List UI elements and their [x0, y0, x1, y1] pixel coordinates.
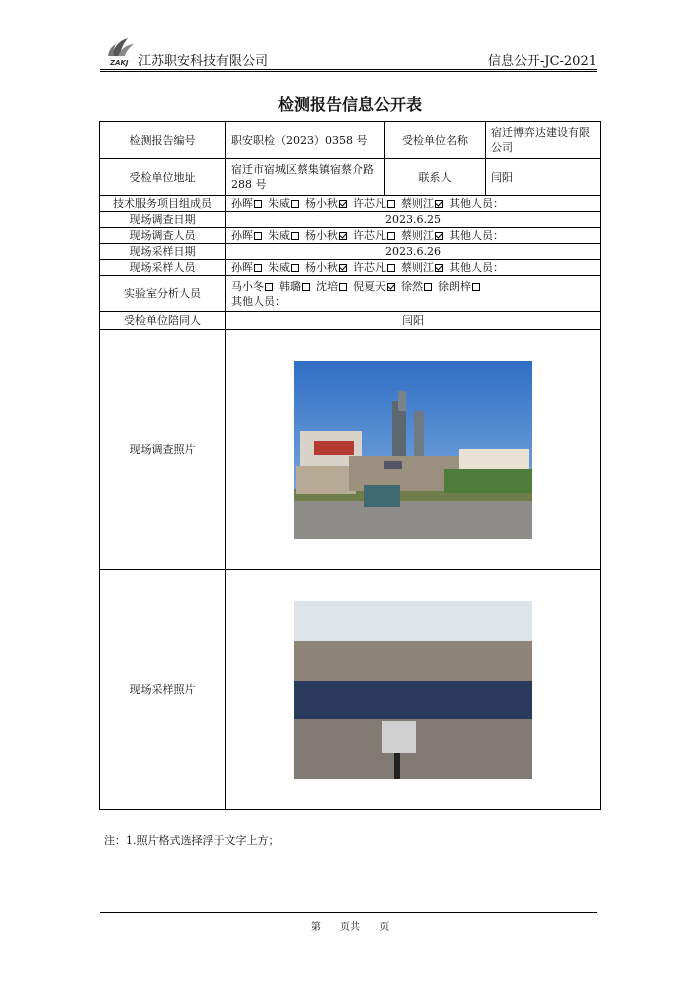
survey-photo-image: [294, 361, 532, 539]
staff-entry: [305, 260, 349, 275]
page-header: [100, 36, 597, 70]
table-row: [100, 212, 601, 228]
table-row: [100, 196, 601, 212]
checkbox-icon[interactable]: [254, 264, 262, 272]
staff-name: 蔡则江: [401, 197, 434, 210]
team-label: 技术服务项目组成员: [100, 196, 226, 212]
lab-staff-label: 实验室分析人员: [100, 276, 226, 312]
staff-entry: [353, 279, 397, 294]
staff-name: 孙晖: [231, 229, 253, 242]
page-title: 检测报告信息公开表: [277, 95, 422, 114]
staff-entry: [401, 196, 445, 211]
lab-other-staff: 其他人员：: [231, 294, 286, 308]
table-row: [100, 122, 601, 159]
header-divider: [100, 69, 597, 70]
staff-entry: [401, 260, 445, 275]
table-row: [100, 228, 601, 244]
staff-name: 马小冬: [231, 279, 264, 293]
checkbox-icon[interactable]: [291, 200, 299, 208]
staff-name: 杨小秋: [305, 229, 338, 242]
staff-name: 徐朗梓: [438, 279, 471, 293]
note: 注：1.照片格式选择浮于文字上方；: [104, 834, 280, 847]
other-staff: 其他人员：: [449, 261, 504, 274]
survey-date-label: 现场调查日期: [100, 212, 226, 228]
checkbox-icon[interactable]: [339, 232, 347, 240]
checkbox-icon[interactable]: [435, 232, 443, 240]
staff-entry: [353, 196, 397, 211]
checkbox-icon[interactable]: [387, 232, 395, 240]
company-name: 江苏职安科技有限公司: [138, 54, 269, 69]
sample-staff: [226, 260, 601, 276]
staff-entry: [268, 260, 301, 275]
report-no-value: 职安职检（2023）0358 号: [226, 122, 385, 159]
staff-entry: [305, 196, 349, 211]
staff-entry: [401, 228, 445, 243]
other-staff: 其他人员：: [449, 197, 504, 210]
table-row: [100, 244, 601, 260]
table-row: [100, 276, 601, 312]
staff-name: 蔡则江: [401, 229, 434, 242]
survey-photo-label: 现场调查照片: [100, 330, 226, 570]
checkbox-icon[interactable]: [435, 200, 443, 208]
sample-photo-image: [294, 601, 532, 779]
staff-name: 朱威: [268, 197, 290, 210]
escort-label: 受检单位陪同人: [100, 312, 226, 330]
staff-entry: [353, 228, 397, 243]
team-members: [226, 196, 601, 212]
checkbox-icon[interactable]: [254, 200, 262, 208]
contact-value: 闫阳: [486, 159, 601, 196]
escort-value: 闫阳: [226, 312, 601, 330]
staff-name: 孙晖: [231, 261, 253, 274]
table-row: [100, 260, 601, 276]
staff-name: 朱威: [268, 261, 290, 274]
client-name-value: 宿迁博弈达建设有限公司: [486, 122, 601, 159]
client-address-label: 受检单位地址: [100, 159, 226, 196]
staff-name: 蔡则江: [401, 261, 434, 274]
staff-entry: [401, 279, 434, 294]
document-code: 信息公开-JC-2021: [487, 54, 597, 69]
staff-name: 韩璐: [279, 279, 301, 293]
checkbox-icon[interactable]: [424, 283, 432, 291]
page-footer: [0, 918, 700, 933]
staff-name: 孙晖: [231, 197, 253, 210]
staff-name: 沈培: [316, 279, 338, 293]
table-row: [100, 330, 601, 570]
staff-entry: [316, 279, 349, 294]
checkbox-icon[interactable]: [339, 283, 347, 291]
checkbox-icon[interactable]: [435, 264, 443, 272]
staff-entry: [438, 279, 482, 294]
contact-label: 联系人: [385, 159, 486, 196]
staff-name: 许芯凡: [353, 261, 386, 274]
table-row: [100, 159, 601, 196]
checkbox-icon[interactable]: [339, 200, 347, 208]
survey-staff-label: 现场调查人员: [100, 228, 226, 244]
checkbox-icon[interactable]: [339, 264, 347, 272]
header-divider-2: [100, 71, 597, 72]
checkbox-icon[interactable]: [265, 283, 273, 291]
footer-page: 第: [310, 922, 321, 933]
staff-entry: [231, 279, 275, 294]
sample-staff-label: 现场采样人员: [100, 260, 226, 276]
sample-photo-label: 现场采样照片: [100, 570, 226, 810]
checkbox-icon[interactable]: [387, 264, 395, 272]
checkbox-icon[interactable]: [254, 232, 262, 240]
info-table: [99, 121, 601, 810]
client-address-value: 宿迁市宿城区蔡集镇宿蔡介路 288 号: [226, 159, 385, 196]
checkbox-icon[interactable]: [472, 283, 480, 291]
footer-end: 页: [379, 922, 390, 933]
staff-entry: [231, 260, 264, 275]
staff-entry: [268, 228, 301, 243]
lab-staff: [226, 276, 601, 312]
sample-photo-cell: [226, 570, 601, 810]
staff-entry: [305, 228, 349, 243]
other-staff: 其他人员：: [449, 229, 504, 242]
checkbox-icon[interactable]: [291, 232, 299, 240]
checkbox-icon[interactable]: [291, 264, 299, 272]
table-row: [100, 570, 601, 810]
staff-entry: [279, 279, 312, 294]
table-row: [100, 312, 601, 330]
checkbox-icon[interactable]: [387, 283, 395, 291]
staff-entry: [231, 228, 264, 243]
sample-date-label: 现场采样日期: [100, 244, 226, 260]
report-no-label: 检测报告编号: [100, 122, 226, 159]
sample-date-value: 2023.6.26: [226, 244, 601, 260]
checkbox-icon[interactable]: [302, 283, 310, 291]
survey-date-value: 2023.6.25: [226, 212, 601, 228]
svg-text:ZAKJ: ZAKJ: [110, 59, 129, 67]
staff-entry: [231, 196, 264, 211]
staff-name: 朱威: [268, 229, 290, 242]
staff-name: 许芯凡: [353, 197, 386, 210]
staff-entry: [353, 260, 397, 275]
footer-divider: [100, 912, 597, 913]
survey-staff: [226, 228, 601, 244]
footer-mid: 页共: [340, 922, 360, 933]
staff-entry: [268, 196, 301, 211]
survey-photo-cell: [226, 330, 601, 570]
staff-name: 倪夏天: [353, 279, 386, 293]
checkbox-icon[interactable]: [387, 200, 395, 208]
client-name-label: 受检单位名称: [385, 122, 486, 159]
staff-name: 杨小秋: [305, 197, 338, 210]
company-logo-icon: [104, 34, 138, 68]
staff-name: 许芯凡: [353, 229, 386, 242]
staff-name: 杨小秋: [305, 261, 338, 274]
staff-name: 徐然: [401, 279, 423, 293]
